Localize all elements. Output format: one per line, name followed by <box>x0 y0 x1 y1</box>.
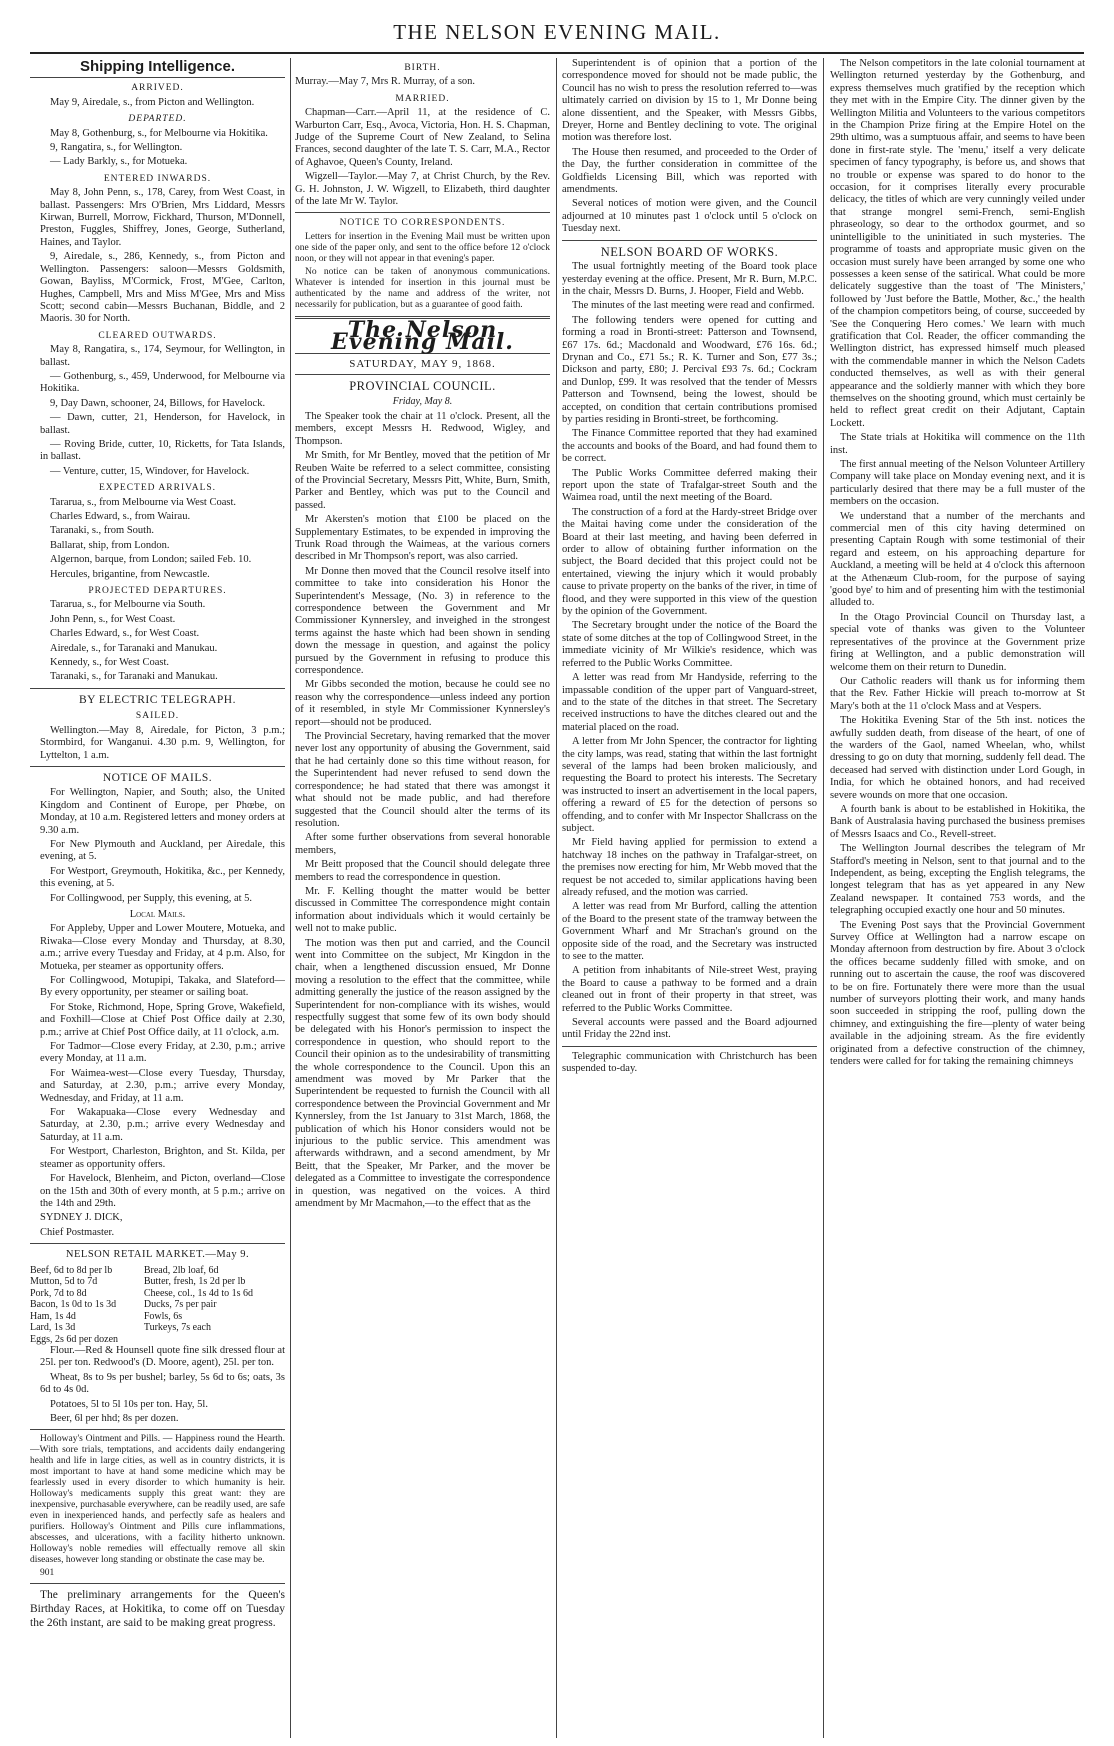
expected-entry: Charles Edward, s., from Wairau. <box>50 511 191 522</box>
telegraph-notice: Telegraphic communication with Christchurch has been suspended to-day. <box>562 1050 817 1075</box>
board-paragraph: The minutes of the last meeting were read and confirmed. <box>572 300 815 312</box>
board-heading: NELSON BOARD OF WORKS. <box>600 244 779 259</box>
council-paragraph: The motion was then put and carried, and the Council went into Committee on the subject, Mr Kingdon in the chair, when a lengthened discussion ensued, Mr Donne moving a resolution to the effect that the committee, while admitting generally the justice of the reason assigned by the Superintendent for non-compliance with its wishes, would respectfully suggest that some few of its own body should be delegated with his Honor's permission to inspect the correspondence in question, who should report to the Council their opinion as to the undesirability of transmitting the whole correspondence to the Council. Upon this an amendment was moved by Mr Parker that the Superintendent be requested to furnish the Council with all correspondence between the Provincial Government and Mr Kynnersley, from the 1st January to 31st March, 1868, the publication of which his Honor considers would not be injurious to the public service. This amendment was afterwards withdrawn, and a second amendment, by Mr Beitt, that the Speaker, Mr Parker, and the mover be delegated as a Committee to investigate the correspondence in question, was negatived on the voices. A third amendment by Mr Macmahon,—to the effect that as the <box>295 937 550 1210</box>
divider <box>295 374 550 375</box>
market-cell: Cheese, col., 1s 4d to 1s 6d <box>143 1287 253 1299</box>
news-paragraph: The first annual meeting of the Nelson Volunteer Artillery Company will take place on Monday evening next, and it is particularly desired that there may be a full muster of the members on the occasion. <box>830 459 1085 508</box>
outwards-heading: CLEARED OUTWARDS. <box>98 330 217 341</box>
projected-entry: Kennedy, s., for West Coast. <box>50 657 170 669</box>
council-continued <box>562 58 817 236</box>
local-mail-entry: For Havelock, Blenheim, and Picton, overland—Close on the 15th and 30th of every month, at 5 p.m.; arrive on the 14th and 29th. <box>40 1173 285 1209</box>
expected-entry: Taranaki, s., from South. <box>50 525 154 537</box>
market-note: Wheat, 8s to 9s per bushel; barley, 5s 6d to 6s; oats, 3s 6d to 4s 0d. <box>40 1371 285 1396</box>
council-paragraph: Several notices of motion were given, and the Council adjourned at 10 minutes past 1 o'clock until 5 o'clock on Tuesday next. <box>562 198 817 235</box>
mail-entry: For Collingwood, per Supply, this evening, at 5. <box>50 892 253 904</box>
council-paragraph: Mr Donne then moved that the Council resolve itself into committee to take into consideration his Honor the Superintendent's Message, (No. 3) in reference to the correspondence between the Government and Mr Commissioner Kynnersley, and inveighed in the strongest terms against the haste which had been shown in sending down the message in question, and against the policy pursued by the Government in refusing to produce this correspondence. <box>295 565 550 677</box>
news-paragraph: Our Catholic readers will thank us for informing them that the Rev. Father Hickie will preach to-morrow at St Mary's both at the 11 o'clock Mass and at Vespers. <box>830 675 1085 712</box>
market-cell: Lard, 1s 3d <box>30 1322 76 1334</box>
mail-entry: For Westport, Greymouth, Hokitika, &c., per Kennedy, this evening, at 5. <box>40 865 285 890</box>
arrived-heading: ARRIVED. <box>131 83 184 94</box>
outwards-entry: — Gothenburg, s., 459, Underwood, for Melbourne via Hokitika. <box>40 370 285 395</box>
inwards-entry: 9, Airedale, s., 286, Kennedy, s., from Picton and Wellington. Passengers: saloon—Messrs Goldsmith, Gowan, Bayliss, M'Cormick, Frost, M'Gee, Carlton, Hughes, Campbell, Mrs and Miss M'Gee, Mrs and Miss Scott; second cabin—Messrs Buchanan, Biddle, and 2 Maoris. 30 for North. <box>40 251 285 325</box>
departed-entry: May 8, Gothenburg, s., for Melbourne via Hokitika. <box>50 127 268 139</box>
news-paragraph: The Evening Post says that the Provincial Government Survey Office at Wellington had a narrow escape on Monday afternoon from destruction by fire. About 3 o'clock the offices became suddenly filled with smoke, and on running out to ascertain the cause, the roof was discovered to be on fire. Fortunately there were more than the usual number of surveyors plotting their work, and many hands soon succeeded in stripping the roof, pulling down the chimney, and extinguishing the fire—plenty of water being available in the adjoining stream. As the fire evidently originated from a defective construction of the chimney, tenders were called for for taking the remaining chimneys <box>830 919 1085 1068</box>
expected-entry: Algernon, barque, from London; sailed Feb. 10. <box>50 554 252 566</box>
board-paragraph: The Secretary brought under the notice of the Board the state of some ditches at the top of Collingwood Street, in the immediate vicinity of Mr Wilkie's residence, which was referred to the Public Works Committee. <box>562 620 817 669</box>
arrived-list <box>30 97 285 109</box>
column-3 <box>562 58 817 1738</box>
news-paragraphs <box>830 58 1085 1069</box>
local-mail-entry: For Appleby, Upper and Lower Moutere, Motueka, and Riwaka—Close every Monday and Thursday, at 8.30, a.m.; arrive every Tuesday and Friday, at 4 p.m. Also, for Motueka, per steamer as opportunity offers. <box>40 923 285 972</box>
divider <box>30 1583 285 1584</box>
masthead-rule <box>30 52 1084 54</box>
advert-number: 901 <box>40 1568 55 1579</box>
paper-title: The Nelson Evening Mail. <box>331 316 514 356</box>
board-paragraph: The following tenders were opened for cutting and forming a road in Bronti-street: Patterson and Townsend, £67 17s. 6d.; Macdonald and Woodward, £76 16s. 6d.; Drynan and Co., £71 5s.; R. K. Turner and Son, £77 3s.; Dickson and party, £80; J. Percival £93 7s. 6d.; Cockram and Dunlop, £99. It was resolved that the tender of Messrs Patterson and Townsend, being the lowest, should be accepted, on condition that certain contributions promised by parties residing in Bronti-street, be forthcoming. <box>562 314 817 425</box>
shipping-heading: Shipping Intelligence. <box>79 58 235 75</box>
expected-list <box>30 497 285 581</box>
council-heading: PROVINCIAL COUNCIL. <box>349 379 496 394</box>
news-paragraph: We understand that a number of the merchants and commercial men of this city having determined on presenting Captain Rough with some testimonial of their regard and esteem, on his approaching departure for Auckland, a meeting will be held at 4 o'clock this afternoon at the Athenæum Club-room, for the purpose of saying 'good bye' to him and of presenting him with the testimonial alluded to. <box>830 510 1085 609</box>
market-note: Potatoes, 5l to 5l 10s per ton. Hay, 5l. <box>50 1398 208 1410</box>
departed-entry: 9, Rangatira, s., for Wellington. <box>50 142 183 154</box>
expected-entry: Ballarat, ship, from London. <box>50 539 170 551</box>
divider <box>30 766 285 767</box>
divider <box>295 212 550 213</box>
birth-notice: Murray.—May 7, Mrs R. Murray, of a son. <box>295 76 476 88</box>
market-row <box>30 1334 285 1346</box>
column-1 <box>30 58 285 1738</box>
divider <box>562 240 817 241</box>
board-paragraph: The construction of a ford at the Hardy-street Bridge over the Maitai having come under the consideration of the Board at their last meeting, and having been deferred in order to allow of obtaining further information on the subject, the Board decided that this project could not be entertained, viewing the injury which it would probably cause to private property on the banks of the river, in time of flood, and they were supported in this view of the question by the opinion of the Government. <box>562 506 817 618</box>
market-cell <box>144 1334 285 1346</box>
news-paragraph: In the Otago Provincial Council on Thursday last, a special vote of thanks was given to the Volunteer representatives of the province at the Government prize firing at Wellington, and a public demonstration will welcome them on their return to Dunedin. <box>830 611 1085 673</box>
divider <box>30 688 285 689</box>
outwards-entry: — Dawn, cutter, 21, Henderson, for Havelock, in ballast. <box>40 412 285 436</box>
mail-entry: For New Plymouth and Auckland, per Airedale, this evening, at 5. <box>40 838 285 863</box>
council-paragraph: Superintendent is of opinion that a portion of the correspondence moved for should not be made public, the Council has no wish to press the resolution referred to—was ultimately carried on division by 15 to 1, Mr Donne being alone dissentient, and the Speaker, with Messrs Gibbs, Dreyer, Horne and Bentley declining to vote. The original motion was therefore lost. <box>562 58 817 144</box>
council-date: Friday, May 8. <box>392 395 453 407</box>
market-cell: Eggs, 2s 6d per dozen <box>30 1333 119 1345</box>
council-paragraph: Mr. F. Kelling thought the matter would be better discussed in Committee The correspondence might contain information about individuals which it would certainly be well not to make public. <box>295 885 550 935</box>
market-cell: Turkeys, 7s each <box>143 1322 211 1334</box>
market-cell: Butter, fresh, 1s 2d per lb <box>143 1276 246 1288</box>
departed-list <box>30 128 285 169</box>
projected-entry: Airedale, s., for Taranaki and Manukau. <box>50 642 218 654</box>
market-table <box>30 1265 285 1346</box>
departed-entry: — Lady Barkly, s., for Motueka. <box>50 156 188 168</box>
market-heading: NELSON RETAIL MARKET.—May 9. <box>65 1249 250 1261</box>
column-divider <box>823 58 824 1738</box>
outwards-entry: — Venture, cutter, 15, Windover, for Havelock. <box>50 465 250 477</box>
expected-entry: Tararua, s., from Melbourne via West Coast. <box>50 496 237 508</box>
outwards-entry: — Roving Bride, cutter, 10, Ricketts, for Tata Islands, in ballast. <box>40 438 285 463</box>
board-paragraph: The Finance Committee reported that they had examined the accounts and books of the Board, and had found them to be correct. <box>562 428 817 465</box>
notice-heading: NOTICE TO CORRESPONDENTS. <box>339 218 506 229</box>
board-paragraph: A letter was read from Mr Handyside, referring to the impassable condition of the upper part of Vanguard-street, and to the state of the ditches in that street. The Secretary received instructions to have the ditches cleared out and the material placed on the road. <box>562 672 817 733</box>
masthead: THE NELSON EVENING MAIL. <box>393 20 721 44</box>
local-mail-entry: For Waimea-west—Close every Tuesday, Thursday, and Saturday, at 2.30, p.m.; arrive every Monday, Wednesday, and Friday, at 11 a.m. <box>40 1067 285 1104</box>
married-heading: MARRIED. <box>395 93 450 104</box>
market-notes <box>30 1345 285 1425</box>
news-paragraph: The Hokitika Evening Star of the 5th inst. notices the awfully sudden death, from disease of the heart, of one of the warders of the Gaol, named Wheelan, who, whilst dressing to go on duty that morning, suddenly fell dead. The deceased had served with distinction under Lord Gough, in India, for which he obtained honors, and had received severe wounds on more that one occasion. <box>830 715 1085 801</box>
arrived-entry: May 9, Airedale, s., from Picton and Wellington. <box>50 96 255 108</box>
column-2 <box>295 58 550 1738</box>
market-cell: Bacon, 1s 0d to 1s 3d <box>30 1299 117 1311</box>
market-cell: Mutton, 5d to 7d <box>30 1276 98 1288</box>
board-paragraph: A letter was read from Mr Burford, calling the attention of the Board to the present state of the tramway between the Government Wharf and Mr Strachan's ground on the opposite side of the road, and the Secretary was instructed to see to the matter. <box>562 901 817 963</box>
mails-list <box>30 787 285 905</box>
projected-entry: John Penn, s., for West Coast. <box>50 613 176 625</box>
local-mail-entry: For Tadmor—Close every Friday, at 2.30, p.m.; arrive every Monday, at 11 a.m. <box>40 1041 285 1065</box>
departed-heading: DEPARTED. <box>128 114 187 125</box>
paper-date: SATURDAY, MAY 9, 1868. <box>349 357 496 370</box>
column-4 <box>830 58 1085 1738</box>
council-paragraph: Mr Beitt proposed that the Council should delegate three members to read the correspondence in question. <box>295 859 550 883</box>
council-paragraph: The Provincial Secretary, having remarked that the mover never lost any opportunity of abusing the Government, said that he had certainly done so this time without reason, for the Superintendent had never refused to send down the correspondence; he had stated that there was amongst it what should not be made public, and had therefore suggested that the Council should alter the terms of its resolution. <box>295 731 550 829</box>
outwards-entry: May 8, Rangatira, s., 174, Seymour, for Wellington, in ballast. <box>40 344 285 368</box>
inwards-list <box>30 187 285 325</box>
divider <box>30 1429 285 1430</box>
market-note: Beer, 6l per hhd; 8s per dozen. <box>50 1413 179 1425</box>
market-row <box>30 1322 285 1334</box>
news-paragraph: The State trials at Hokitika will commence on the 11th inst. <box>830 432 1085 456</box>
postmaster-title: Chief Postmaster. <box>40 1226 115 1238</box>
news-paragraph: The Nelson competitors in the late colonial tournament at Wellington returned yesterday by the Gothenburg, and express themselves much gratified by the reception which they met with in the Empire City. The dinner given by the Wellington Militia and Volunteers to the various competitors in the Champion Prize firing at the Empire Hotel on the 29th ultimo, was a sumptuous affair, and seems to have been done in first-rate style. The 'menu,' itself a very delicate specimen of fancy typography, is before us, and shows that no trouble or expense was spared to do honor to the occasion, for it comprises literally every procurable delicacy, the titles of which are very cunningly veiled under that strange mongrel semi-French, semi-English phraseology, so dear to the orthodox gourmet, and so unintelligible to the uninitiated in such mysteries. The programme of toasts and appropriate music given on the occasion must surely have been arranged by some one who possesses a keen sense of the satirical. What could be more delicately suggestive than the toast of 'The Ministers,' followed by 'Just before the Battle, Mother, &c.,' the health of the champion competitors being, of course, succeeded by 'See the Conquering Hero comes.' We learn with much gratification that Col. Reader, the officer commanding the Wellington district, has expressed himself much pleased with the commendable manner in which the Nelson Cadets conducted themselves, as well as with their general appearance and the soldierly manner with which they bore themselves on the shooting ground, which must certainly be held to reflect great credit on their Adjutant, Captain Lockett. <box>830 58 1085 429</box>
sailed-entry: Wellington.—May 8, Airedale, for Picton, 3 p.m.; Stormbird, for Wanganui. 4.30 p.m. 9, Wellington, for Lyttelton, 1 a.m. <box>40 724 285 761</box>
local-mails-heading: Local Mails. <box>129 908 186 920</box>
married-notice: Wigzell—Taylor.—May 7, at Christ Church, by the Rev. G. H. Johnston, J. W. Wigzell, to Elizabeth, third daughter of the late Mr W. Taylor. <box>295 171 550 208</box>
market-cell: Pork, 7d to 8d <box>30 1287 87 1299</box>
council-paragraph: Mr Akersten's motion that £100 be placed on the Supplementary Estimates, to be expended in improving the Trunk Road through the Waimeas, at the various corners described in Mr Thompson's report, was also carried. <box>295 514 550 563</box>
married-notice: Chapman—Carr.—April 11, at the residence of C. Warburton Carr, Esq., Avoca, Victoria, Hon. H. S. Chapman, Judge of the Supreme Court of New Zealand, to Selina Frances, second daughter of the late T. S. Carr, M.A., Rector of Aghavoe, Queen's County, Ireland. <box>295 107 550 168</box>
column-divider <box>556 58 557 1738</box>
projected-entry: Charles Edward, s., for West Coast. <box>50 628 200 640</box>
board-paragraph: A petition from inhabitants of Nile-street West, praying the Board to cause a pathway to be formed and a drain cleaned out in front of their property in that street, was referred to the Public Works Committee. <box>562 965 817 1014</box>
column-divider <box>290 58 291 1738</box>
board-paragraph: The usual fortnightly meeting of the Board took place yesterday evening at the office. Present, Mr R. Burn, M.P.C. in the chair, Messrs D. Burns, J. Hooper, Field and Webb. <box>562 261 817 297</box>
council-paragraph: After some further observations from several honorable members, <box>295 832 550 856</box>
market-row <box>30 1299 285 1311</box>
projected-list <box>30 599 285 683</box>
council-paragraph: Mr Smith, for Mr Bentley, moved that the petition of Mr Reuben Waite be referred to a select committee, consisting of the Provincial Secretary, Messrs Pitt, White, Burn, Smith, Parker and Bentley, which was put to the Council and passed. <box>295 450 550 511</box>
market-note: Flour.—Red & Hounsell quote fine silk dressed flour at 25l. per ton. Redwood's (D. Moore, agent), 25l. per ton. <box>40 1345 285 1369</box>
inwards-heading: ENTERED INWARDS. <box>103 173 212 184</box>
board-paragraph: A letter from Mr John Spencer, the contractor for lighting the city lamps, was read, stating that within the last fortnight several of the lamps had been broken maliciously, and requesting the Board to protect his interests. The Secretary was instructed to insert an advertisement in the local papers, offering a reward of £5 for the detection of persons so offending, and to confer with Mr Inspector Shallcrass on the subject. <box>562 736 817 834</box>
market-cell: Ham, 1s 4d <box>30 1310 76 1322</box>
council-paragraph: The House then resumed, and proceeded to the Order of the Day, the further consideration in committee of the Goldfields Licensing Bill, which was reported with amendments. <box>562 146 817 196</box>
market-row <box>30 1288 285 1300</box>
outwards-entry: 9, Day Dawn, schooner, 24, Billows, for Havelock. <box>50 397 266 409</box>
market-row <box>30 1311 285 1323</box>
divider <box>562 1046 817 1047</box>
news-paragraph: The Wellington Journal describes the telegram of Mr Stafford's meeting in Nelson, sent to that journal and to the Independent, as being, excepting the English telegrams, the longest telegram that has as yet appeared in any New Zealand newspaper. It contained 753 words, and the telegraphing occupied exactly one hour and 50 minutes. <box>830 843 1085 917</box>
board-paragraph: The Public Works Committee deferred making their report upon the state of Trafalgar-street South and the Waimea road, until the next meeting of the Board. <box>562 467 817 504</box>
market-row <box>30 1265 285 1277</box>
projected-entry: Taranaki, s., for Taranaki and Manukau. <box>50 671 218 683</box>
races-paragraph: The preliminary arrangements for the Queen's Birthday Races, at Hokitika, to come off on Tuesday the 26th instant, are said to be making great progress. <box>30 1589 285 1630</box>
notice-paragraph: No notice can be taken of anonymous communications. Whatever is intended for insertion in this journal must be authenticated by the name and address of the writer, not necessarily for publication, but as a guarantee of good faith. <box>295 266 550 310</box>
inwards-entry: May 8, John Penn, s., 178, Carey, from West Coast, in ballast. Passengers: Mrs O'Brien, Mrs Liddard, Messrs Kirwan, Burrell, Morrow, Fickhard, Thurson, M'Donnell, Preston, Fuggles, Shiffrey, Jones, George, Sutherland, Haines, and Taylor. <box>40 187 285 248</box>
news-paragraph: A fourth bank is about to be established in Hokitika, the Bank of Australasia having purchased the business premises of Messrs Isaacs and Co., Revell-street. <box>830 803 1085 840</box>
market-row <box>30 1276 285 1288</box>
sailed-heading: SAILED. <box>135 711 180 722</box>
local-mail-entry: For Stoke, Richmond, Hope, Spring Grove, Wakefield, and Foxhill—Close at Chief Post Office daily at 2.30, p.m.; arrive at Chief Post Office daily, at 11 o'clock, a.m. <box>40 1001 285 1038</box>
mails-heading: NOTICE OF MAILS. <box>102 771 213 784</box>
telegraph-heading: BY ELECTRIC TELEGRAPH. <box>79 693 236 706</box>
divider <box>30 1243 285 1244</box>
birth-heading: BIRTH. <box>404 63 441 73</box>
market-cell: Fowls, 6s <box>143 1310 183 1322</box>
council-paragraph: The Speaker took the chair at 11 o'clock. Present, all the members, except Messrs H. Redwood, Wigley, and Thompson. <box>295 410 550 447</box>
divider <box>30 77 285 78</box>
expected-entry: Hercules, brigantine, from Newcastle. <box>50 568 210 580</box>
market-cell: Beef, 6d to 8d per lb <box>30 1264 113 1276</box>
council-paragraph: Mr Gibbs seconded the motion, because he could see no reason why the correspondence—unless indeed any portion of it resembled, in style Mr Commissioner Kynnersley's report—should not be produced. <box>295 679 550 728</box>
notice-list <box>295 232 550 311</box>
local-mail-entry: For Collingwood, Motupipi, Takaka, and Slateford—By every opportunity, per steamer or sailing boat. <box>40 975 285 999</box>
projected-entry: Tararua, s., for Melbourne via South. <box>50 599 206 611</box>
mail-entry: For Wellington, Napier, and South; also, the United Kingdom and Continent of Europe, per Phœbe, on Monday, at 10 a.m. Registered letters and money orders at 9.30 a.m. <box>40 787 285 836</box>
outwards-list <box>30 344 285 478</box>
market-cell: Bread, 2lb loaf, 6d <box>143 1264 219 1276</box>
local-mails-list <box>30 923 285 1210</box>
married-list <box>295 107 550 208</box>
local-mail-entry: For Wakapuaka—Close every Wednesday and Saturday, at 2.30, p.m.; arrive every Wednesday and Saturday, at 11 a.m. <box>40 1107 285 1143</box>
council-report <box>295 411 550 1211</box>
market-cell: Ducks, 7s per pair <box>143 1299 217 1311</box>
board-report <box>562 261 817 1042</box>
board-paragraph: Several accounts were passed and the Board adjourned until Friday the 22nd inst. <box>562 1017 817 1041</box>
notice-paragraph: Letters for insertion in the Evening Mail must be written upon one side of the paper only, and sent to the office before 12 o'clock noon, or they will not appear in that evening's paper. <box>295 231 550 264</box>
local-mail-entry: For Westport, Charleston, Brighton, and St. Kilda, per steamer as opportunity offers. <box>40 1146 285 1170</box>
postmaster-name: SYDNEY J. DICK, <box>40 1212 123 1224</box>
projected-heading: PROJECTED DEPARTURES. <box>88 586 227 597</box>
expected-heading: EXPECTED ARRIVALS. <box>98 483 217 494</box>
holloway-advert: Holloway's Ointment and Pills. — Happiness round the Hearth.—With sore trials, temptations, and accidents daily endangering health and life in large cities, as well as in country districts, it is most important to have at hand some medicine which may be fearlessly used in every disorder to which humanity is heir. Holloway's medicaments supply this great want: they are inexpensive, purchasable everywhere, can be readily used, are safe even in inexperienced hands, and perfectly safe as healers and purifiers. Holloway's Ointment and Pills cure inflammations, abscesses, and ulcerations, with a facility hitherto unknown. Holloway's noble remedies will effectually remove all skin diseases, however long standing or obstinate the case may be. <box>30 1434 285 1566</box>
board-paragraph: Mr Field having applied for permission to extend a hatchway 18 inches on the pathway in Trafalgar-street, on the premises now erecting for him, Mr Webb moved that the request be not acceded to, similar applications having been already refused, and the motion was carried. <box>562 837 817 898</box>
